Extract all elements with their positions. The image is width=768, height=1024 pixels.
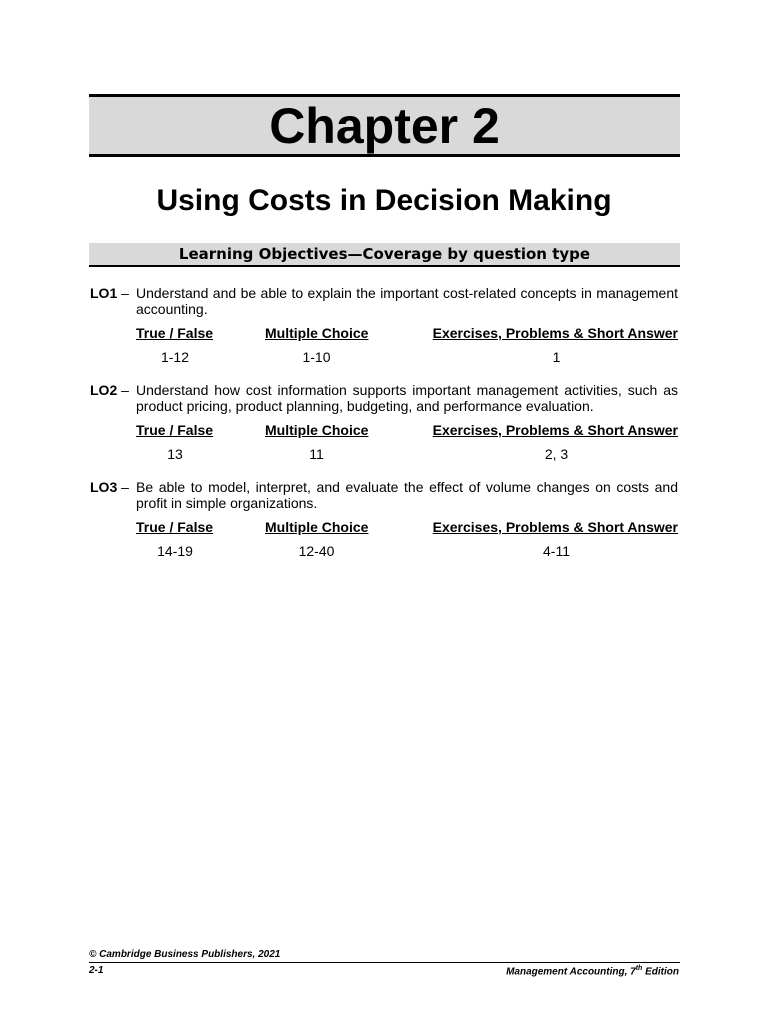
multiple-choice-value: 1-10	[302, 349, 331, 365]
true-false-value: 13	[167, 446, 183, 462]
coverage-table-lo2	[90, 422, 678, 464]
learning-objectives-band	[89, 243, 680, 267]
multiple-choice-header: Multiple Choice	[265, 422, 369, 438]
coverage-header-row	[90, 422, 678, 440]
exercises-header: Exercises, Problems & Short Answer	[432, 422, 678, 438]
chapter-subtitle: Using Costs in Decision Making	[156, 184, 612, 217]
objective-code: LO3 –	[90, 479, 129, 495]
exercises-value: 4-11	[543, 543, 570, 559]
learning-objectives-heading: Learning Objectives—Coverage by question type	[178, 245, 591, 263]
true-false-value: 1-12	[160, 349, 190, 365]
coverage-header-row	[90, 325, 678, 343]
multiple-choice-header: Multiple Choice	[265, 519, 369, 535]
exercises-value: 1	[552, 349, 561, 365]
objective-code: LO1 –	[90, 285, 129, 301]
coverage-value-row	[90, 446, 678, 464]
coverage-table-lo3	[90, 519, 678, 561]
footer-book-title: Management Accounting, 7th Edition	[506, 965, 679, 978]
true-false-header: True / False	[136, 422, 214, 438]
chapter-title: Chapter 2	[269, 97, 500, 154]
coverage-value-row	[90, 543, 678, 561]
objective-lo2	[90, 382, 678, 414]
objective-text: Understand how cost information supports important management activities, such as product pricing, product planning, budgeting, and performance evaluation.	[136, 382, 678, 414]
footer-page-number: 2-1	[89, 965, 104, 976]
objective-lo1	[90, 285, 678, 317]
exercises-header: Exercises, Problems & Short Answer	[432, 519, 678, 535]
true-false-header: True / False	[136, 325, 214, 341]
objective-text: Be able to model, interpret, and evaluate the effect of volume changes on costs and profit in simple organizations.	[136, 479, 678, 511]
multiple-choice-value: 11	[309, 446, 324, 462]
footer-divider	[89, 962, 680, 963]
objective-code: LO2 –	[90, 382, 129, 398]
coverage-header-row	[90, 519, 678, 537]
footer-copyright: © Cambridge Business Publishers, 2021	[89, 949, 281, 960]
multiple-choice-value: 12-40	[298, 543, 335, 559]
exercises-value: 2, 3	[544, 446, 569, 462]
true-false-value: 14-19	[157, 543, 193, 559]
objective-lo3	[90, 479, 678, 511]
coverage-value-row	[90, 349, 678, 367]
objective-text: Understand and be able to explain the important cost-related concepts in management accounting.	[136, 285, 678, 317]
exercises-header: Exercises, Problems & Short Answer	[432, 325, 678, 341]
multiple-choice-header: Multiple Choice	[265, 325, 369, 341]
coverage-table-lo1	[90, 325, 678, 367]
true-false-header: True / False	[136, 519, 214, 535]
chapter-header-band	[89, 94, 680, 157]
edition-superscript: th	[635, 965, 643, 972]
